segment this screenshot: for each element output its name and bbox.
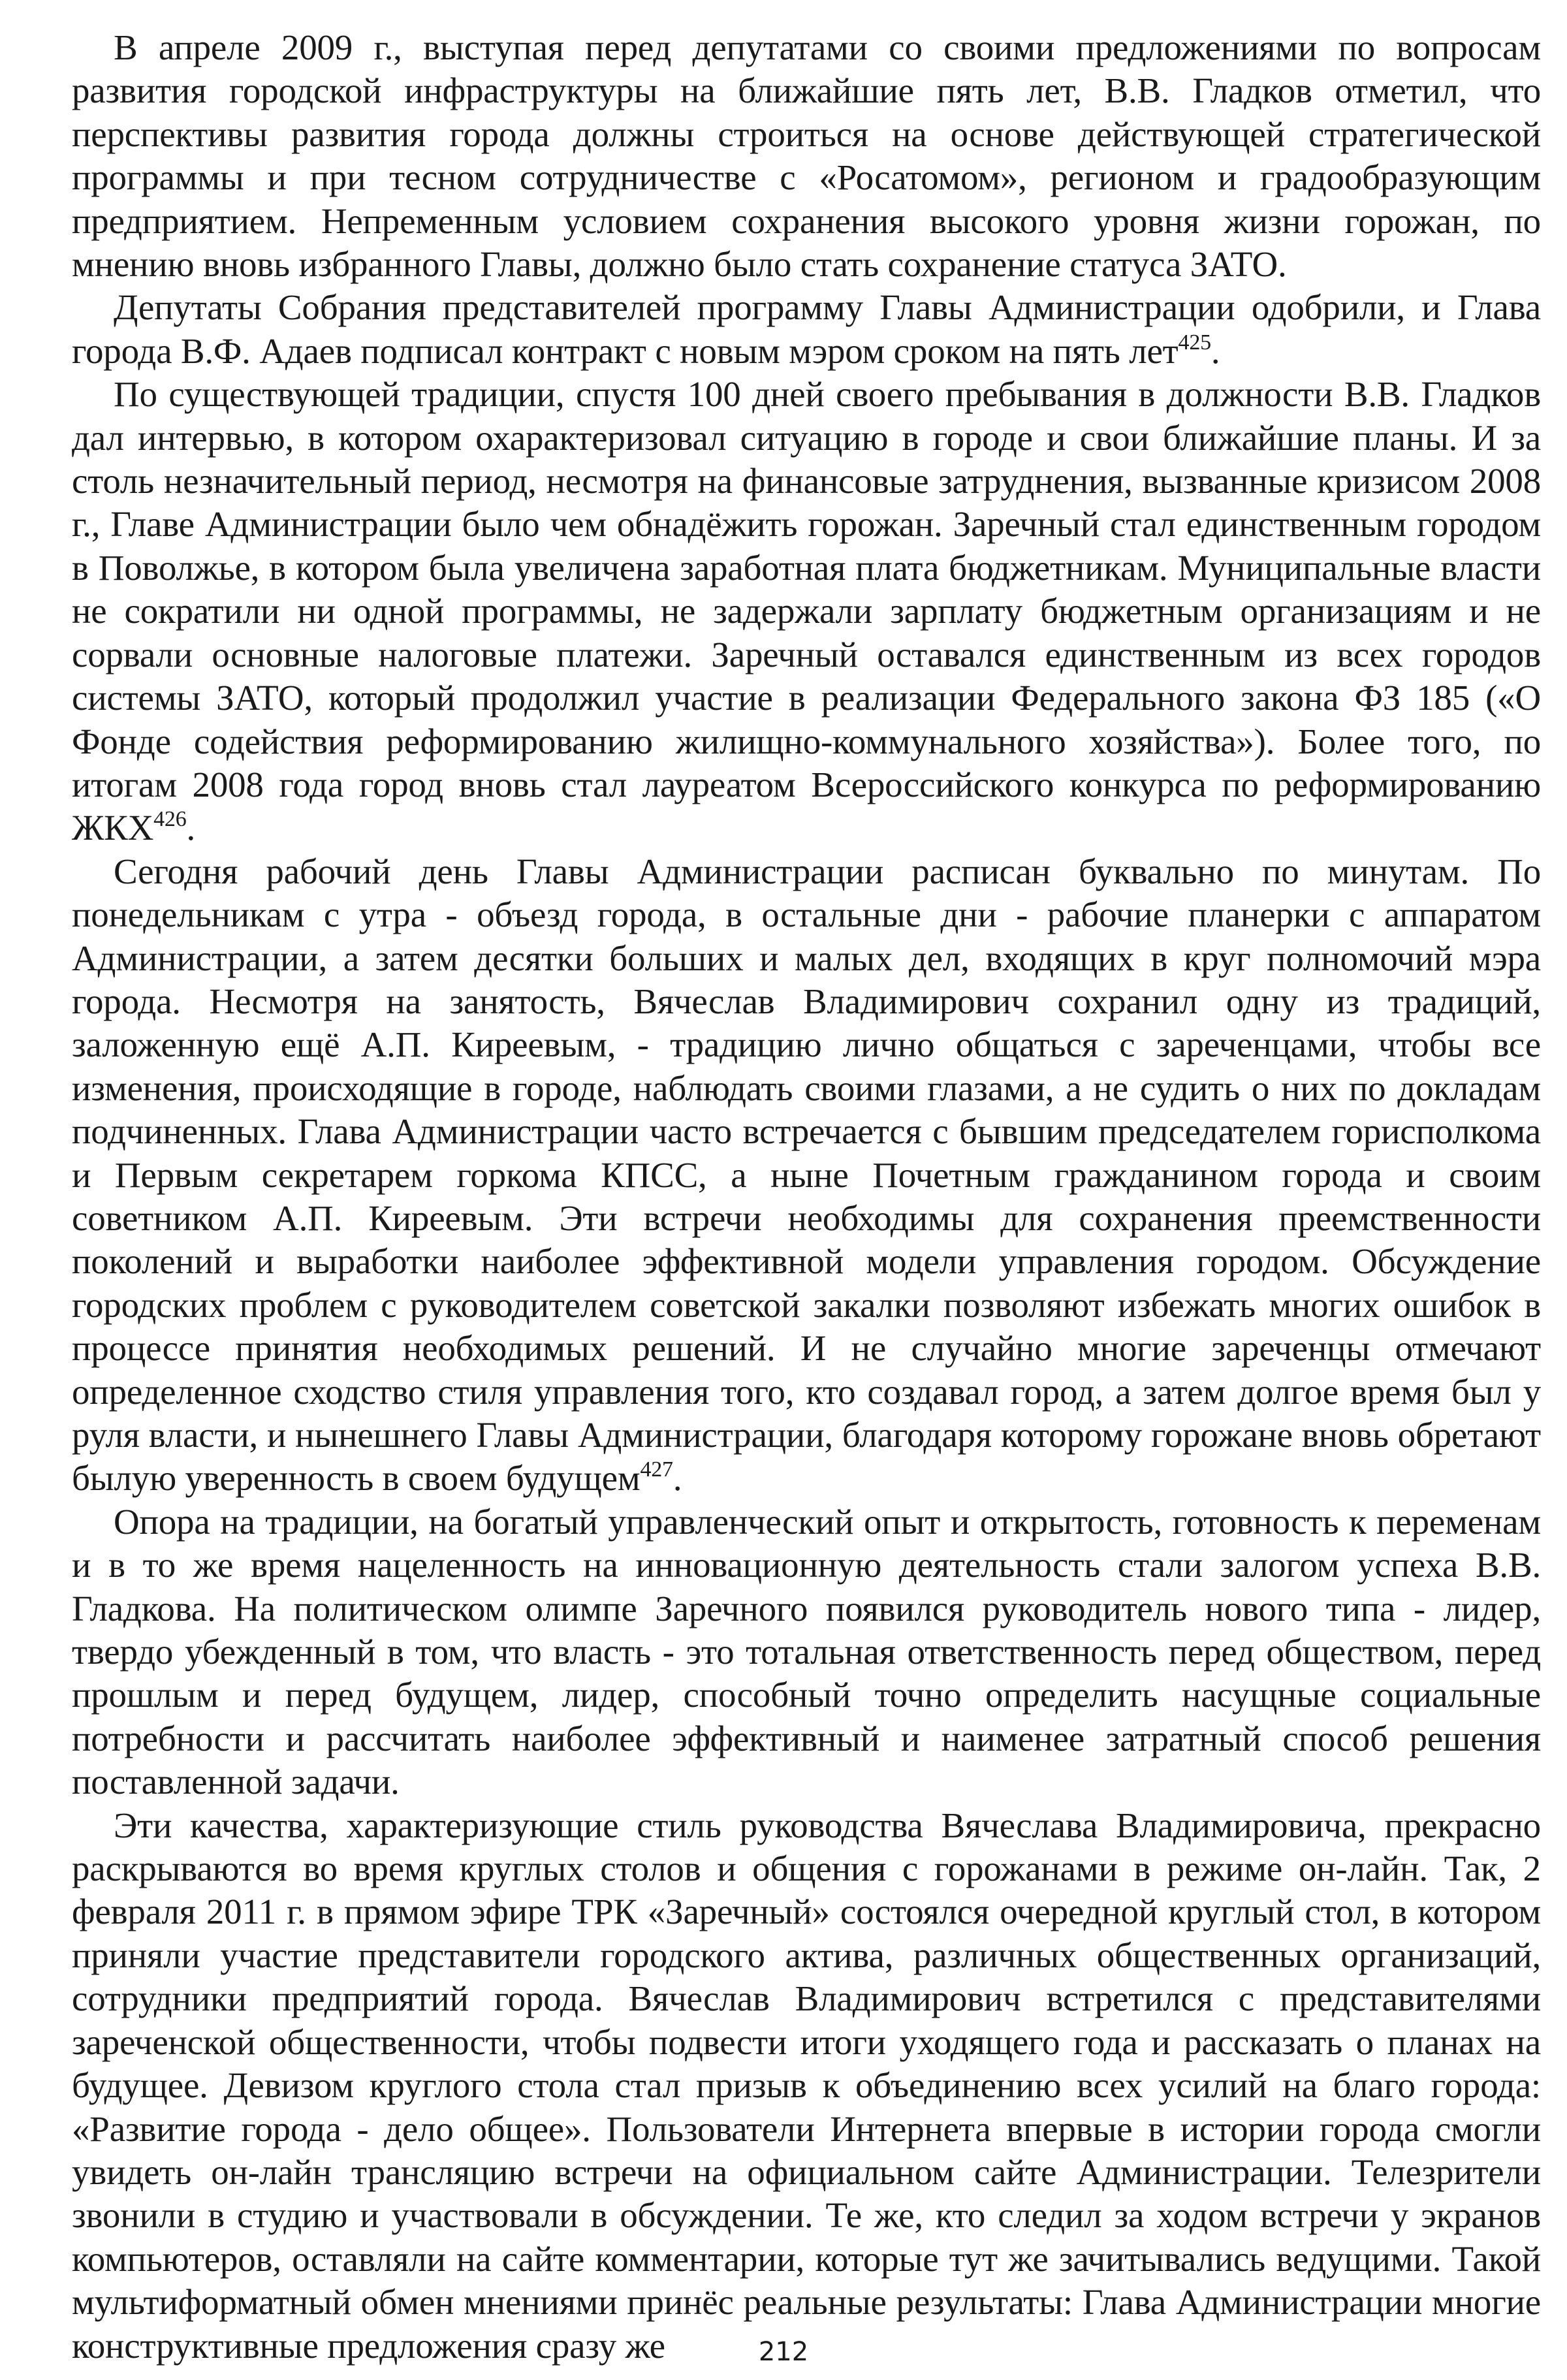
paragraph-1-text: В апреле 2009 г., выступая перед депутатами со своими предложениями по вопросам развития городской инфраструктуры на ближайшие пять лет, В.В. Гладков отметил, что перспективы развития города должны строиться на основе действующей стратегической программы и при тесном сотрудничестве с «Росатомом», регионом и градообразующим предприятием. Непременным условием сохранения высокого уровня жизни горожан, по мнению вновь избранного Главы, должно было стать сохранение статуса ЗАТО. <box>72 27 1541 285</box>
paragraph-4-text: Сегодня рабочий день Главы Администрации расписан буквально по минутам. По понедельникам с утра - объезд города, в остальные дни - рабочие планерки с аппаратом Администрации, а затем десятки больших и малых дел, входящих в круг полномочий мэра города. Несмотря на занятость, Вячеслав Владимирович сохранил одну из традиций, заложенную ещё А.П. Киреевым, - традицию лично общаться с зареченцами, чтобы все изменения, происходящие в городе, наблюдать своими глазами, а не судить о них по докладам подчиненных. Глава Администрации часто встречается с бывшим председателем горисполкома и Первым секретарем горкома КПСС, а ныне Почетным гражданином города и своим советником А.П. Киреевым. Эти встречи необходимы для сохранения преемственности поколений и выработки наиболее эффективной модели управления городом. Обсуждение городских проблем с руководителем советской закалки позволяют избежать многих ошибок в процессе принятия необходимых решений. И не случайно многие зареченцы отмечают определенное сходство стиля управления того, кто создавал город, а затем долгое время был у руля власти, и нынешнего Главы Администрации, благодаря которому горожане вновь обретают былую уверенность в своем будущем <box>72 851 1541 1499</box>
paragraph-2 <box>72 286 1541 373</box>
paragraph-6-text: Эти качества, характеризующие стиль руководства Вячеслава Владимировича, прекрасно раскрываются во время круглых столов и общения с горожанами в режиме он-лайн. Так, 2 февраля 2011 г. в прямом эфире ТРК «Заречный» состоялся очередной круглый стол, в котором приняли участие представители городского актива, различных общественных организаций, сотрудники предприятий города. Вячеслав Владимирович встретился с представителями зареченской общественности, чтобы подвести итоги уходящего года и рассказать о планах на будущее. Девизом круглого стола стал призыв к объединению всех усилий на благо города: «Развитие города - дело общее». Пользователи Интернета впервые в истории города смогли увидеть он-лайн трансляцию встречи на официальном сайте Администрации. Телезрители звонили в студию и участвовали в обсуждении. Те же, кто следил за ходом встречи у экранов компьютеров, оставляли на сайте комментарии, которые тут же зачитывались ведущими. Такой мультиформатный обмен мнениями принёс реальные результаты: Глава Администрации многие конструктивные предложения сразу же <box>72 1805 1541 2366</box>
paragraph-1 <box>72 26 1541 286</box>
paragraph-4 <box>72 850 1541 1500</box>
footnote-ref-427: 427 <box>640 1457 673 1482</box>
paragraph-2-text: Депутаты Собрания представителей программу Главы Администрации одобрили, и Глава города В.Ф. Адаев подписал контракт с новым мэром сроком на пять лет <box>72 287 1541 371</box>
footnote-ref-426: 426 <box>153 807 187 832</box>
footnote-ref-425: 425 <box>1178 330 1211 355</box>
paragraph-5 <box>72 1500 1541 1804</box>
paragraph-6 <box>72 1804 1541 2368</box>
paragraph-3-tail: . <box>186 808 196 848</box>
page-number: 212 <box>758 2337 809 2367</box>
paragraph-3 <box>72 373 1541 849</box>
paragraph-5-text: Опора на традиции, на богатый управленческий опыт и открытость, готовность к переменам и в то же время нацеленность на инновационную деятельность стали залогом успеха В.В. Гладкова. На политическом олимпе Заречного появился руководитель нового типа - лидер, твердо убежденный в том, что власть - это тотальная ответственность перед обществом, перед прошлым и перед будущем, лидер, способный точно определить насущные социальные потребности и рассчитать наиболее эффективный и наименее затратный способ решения поставленной задачи. <box>72 1501 1541 1802</box>
paragraph-3-text: По существующей традиции, спустя 100 дней своего пребывания в должности В.В. Гладков дал интервью, в котором охарактеризовал ситуацию в городе и свои ближайшие планы. И за столь незначительный период, несмотря на финансовые затруднения, вызванные кризисом 2008 г., Главе Администрации было чем обнадёжить горожан. Заречный стал единственным городом в Поволжье, в котором была увеличена заработная плата бюджетникам. Муниципальные власти не сократили ни одной программы, не задержали зарплату бюджетным организациям и не сорвали основные налоговые платежи. Заречный оставался единственным из всех городов системы ЗАТО, который продолжил участие в реализации Федерального закона ФЗ 185 («О Фонде содействия реформированию жилищно-коммунального хозяйства»). Более того, по итогам 2008 года город вновь стал лауреатом Всероссийского конкурса по реформированию ЖКХ <box>72 374 1541 848</box>
paragraph-2-tail: . <box>1211 330 1220 371</box>
paragraph-4-tail: . <box>673 1458 682 1499</box>
